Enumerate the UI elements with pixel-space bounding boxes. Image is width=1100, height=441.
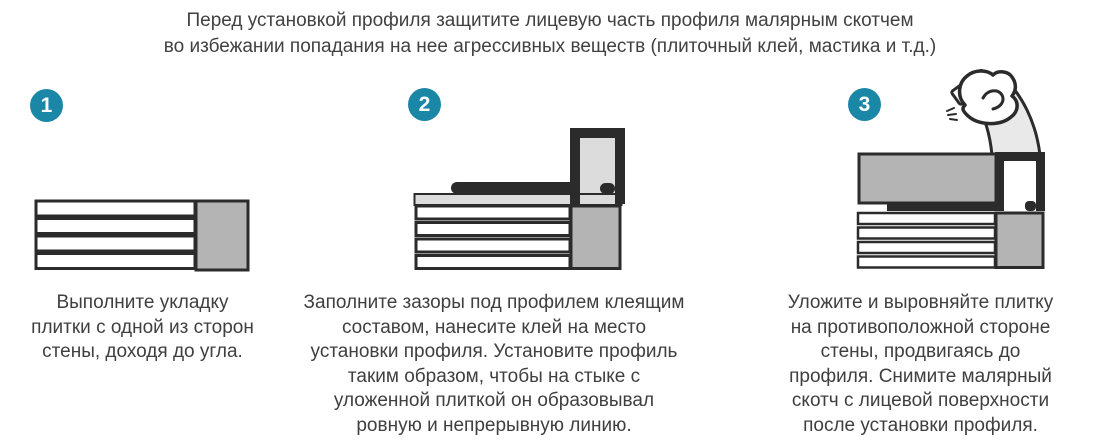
- tile-row: [36, 236, 195, 251]
- tile-row: [416, 206, 570, 219]
- step-2-diagram-profile-on-adhesive: [413, 126, 625, 272]
- opposite-tile-block: [859, 154, 996, 203]
- step-2-caption: [288, 291, 700, 438]
- step-3-caption: [748, 291, 1093, 438]
- caption-line: Выполните укладку: [56, 292, 229, 313]
- tile-row: [36, 219, 195, 234]
- profile-anchor-nub: [1025, 201, 1036, 211]
- header-note-line2: во избежании попадания на нее агрессивных веществ (плиточный клей, мастика и т.д.): [163, 36, 937, 57]
- caption-line: стены, доходя до угла.: [42, 341, 243, 362]
- wall-block: [996, 213, 1043, 268]
- tile-row: [858, 257, 995, 268]
- caption-line: Заполните зазоры под профилем клеящим: [303, 292, 685, 313]
- caption-line: на противоположной стороне: [790, 316, 1051, 338]
- profile-anchor-nub: [600, 183, 615, 194]
- caption-line: стены, продвигаясь до: [820, 341, 1021, 362]
- tile-row: [36, 254, 195, 269]
- profile-flange: [451, 182, 577, 194]
- caption-line: ровную и непрерывную линию.: [356, 414, 632, 436]
- tile-row: [36, 201, 195, 216]
- step-1-badge: 1: [30, 89, 63, 122]
- caption-line: составом, нанесите клей на место: [341, 316, 647, 338]
- caption-line: установки профиля. Установите профиль: [310, 341, 678, 362]
- caption-line: после установки профиля.: [803, 414, 1038, 436]
- step-1-caption: [10, 291, 275, 365]
- step-2-badge: 2: [408, 88, 441, 121]
- tile-row: [416, 256, 570, 269]
- profile-flange: [887, 202, 997, 211]
- caption-line: плитки с одной из сторон: [31, 316, 254, 338]
- step-3-badge: 3: [848, 88, 881, 121]
- tile-row: [416, 223, 570, 236]
- header-note: [0, 8, 1100, 60]
- step-1-diagram-tiles-to-corner: [34, 199, 250, 272]
- caption-line: профиля. Снимите малярный: [789, 365, 1052, 387]
- motion-lines: [947, 108, 957, 120]
- tile-row: [858, 242, 995, 253]
- header-note-line1: Перед установкой профиля защитите лицевую часть профиля малярным скотчем: [186, 10, 914, 31]
- tile-row: [858, 213, 995, 224]
- tile-row: [858, 228, 995, 239]
- caption-line: таким образом, чтобы на стыке с: [347, 365, 641, 387]
- adhesive-layer: [415, 194, 622, 205]
- tile-row: [416, 239, 570, 252]
- step-3-diagram-removing-tape: [855, 62, 1050, 272]
- caption-line: Уложите и выровняйте плитку: [787, 292, 1054, 313]
- caption-line: скотч с лицевой поверхности: [791, 390, 1050, 411]
- wall-block: [571, 206, 620, 269]
- hand-icon: [960, 71, 1018, 124]
- wall-block: [196, 201, 248, 270]
- profile-channel: [995, 152, 1045, 211]
- caption-line: уложенной плиткой он образовывал: [333, 390, 655, 411]
